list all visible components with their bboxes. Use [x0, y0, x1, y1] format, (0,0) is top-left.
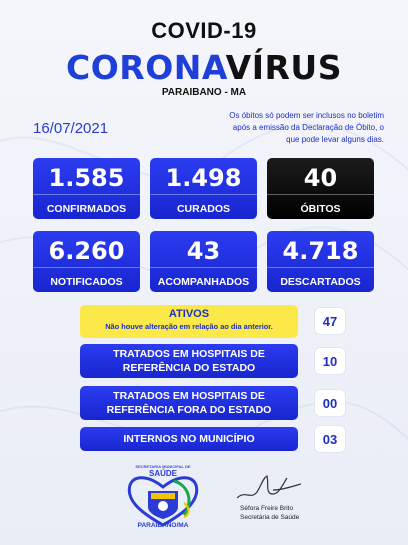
title-part-black: VÍRUS — [225, 48, 342, 87]
ativos-label: ATIVOS — [168, 308, 210, 320]
logo-city: PARAIBANO/MA — [137, 522, 189, 529]
signature-role: Secretária de Saúde — [240, 514, 300, 521]
stat-divider — [150, 267, 257, 268]
handwritten-signature — [233, 470, 303, 506]
stat-divider — [33, 194, 140, 195]
stat-label: DESCARTADOS — [280, 276, 361, 288]
page-title-covid: COVID-19 — [151, 18, 257, 43]
stat-value: 40 — [303, 164, 338, 192]
row-hospital-estado: TRATADOS EM HOSPITAIS DE REFERÊNCIA DO ESTADO — [80, 344, 298, 378]
page-title-coronavirus — [0, 48, 408, 87]
stat-box-notificados — [33, 231, 140, 292]
stat-value: 1.585 — [48, 164, 125, 192]
logo-name: SAÚDE — [148, 469, 177, 478]
ativos-value: 47 — [315, 308, 345, 334]
stat-value: 1.498 — [165, 164, 242, 192]
stat-value: 6.260 — [48, 237, 125, 265]
ativos-sublabel: Não houve alteração em relação ao dia anterior. — [105, 322, 273, 331]
bulletin-date: 16/07/2021 — [33, 120, 109, 137]
city-subtitle: PARAIBANO - MA — [161, 87, 247, 98]
ativos-banner — [80, 305, 298, 338]
stat-divider — [267, 267, 374, 268]
row-internos-municipio-value: 03 — [315, 426, 345, 452]
row-hospital-fora-estado: TRATADOS EM HOSPITAIS DE REFERÊNCIA FORA DO ESTADO — [80, 386, 298, 420]
stat-label: NOTIFICADOS — [50, 276, 123, 288]
stat-divider — [33, 267, 140, 268]
stat-box-acompanhados — [150, 231, 257, 292]
stat-box-obitos — [267, 158, 374, 219]
stat-label: CONFIRMADOS — [46, 203, 127, 215]
stat-label: ÓBITOS — [300, 203, 341, 215]
stat-box-curados — [150, 158, 257, 219]
stat-value: 43 — [186, 237, 221, 265]
stat-divider — [267, 194, 374, 195]
logo-top-text: SECRETARIA MUNICIPAL DE — [135, 464, 191, 469]
row-internos-municipio: INTERNOS NO MUNICÍPIO — [80, 427, 298, 451]
stat-label: ACOMPANHADOS — [157, 276, 250, 288]
signature-name: Séfora Freire Brito — [240, 505, 294, 512]
signature-block — [240, 504, 299, 522]
stat-value: 4.718 — [282, 237, 359, 265]
stat-box-confirmados — [33, 158, 140, 219]
row-hospital-estado-value: 10 — [315, 348, 345, 374]
stat-box-descartados — [267, 231, 374, 292]
row-hospital-fora-estado-value: 00 — [315, 390, 345, 416]
stat-label: CURADOS — [176, 203, 231, 215]
deaths-note: Os óbitos só podem ser inclusos no boletim após a emissão da Declaração de Óbito, o que pode levar alguns dias. — [229, 111, 384, 144]
stat-divider — [150, 194, 257, 195]
title-part-blue: CORONA — [66, 48, 226, 87]
